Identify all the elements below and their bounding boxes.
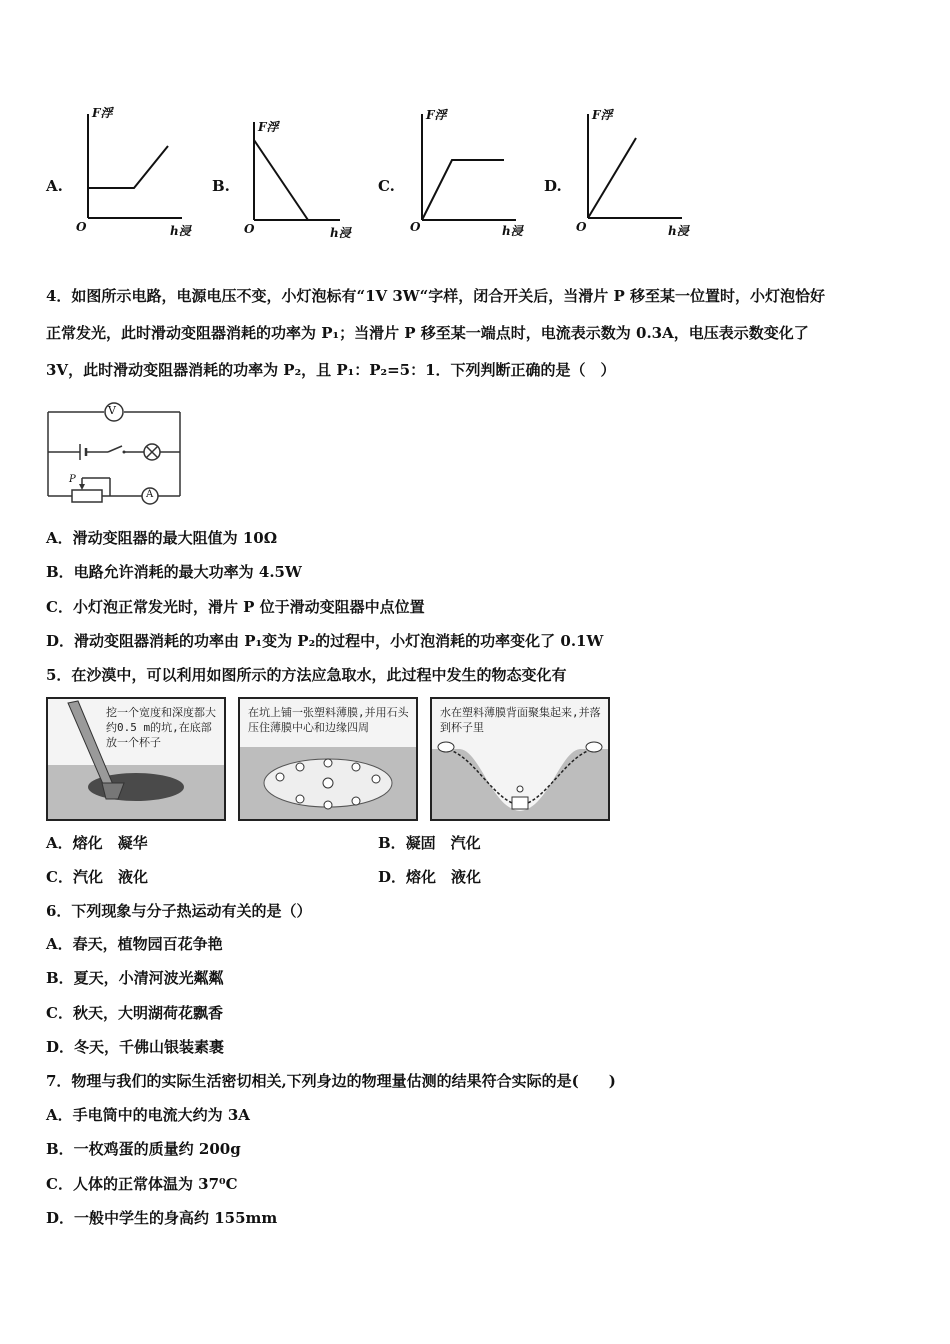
graph-c bbox=[404, 100, 524, 240]
ammeter-label: A bbox=[146, 489, 154, 500]
y-axis-label: F浮 bbox=[258, 120, 279, 134]
q7-option-a: A．手电筒中的电流大约为 3A bbox=[46, 1106, 250, 1124]
q6-option-b: B．夏天，小清河波光粼粼 bbox=[46, 969, 224, 987]
panel-caption: 挖一个宽度和深度都大约0.5 m的坑,在底部放一个杯子 bbox=[106, 706, 216, 749]
x-axis-label: h浸 bbox=[502, 224, 523, 238]
q4-stem-line2: 正常发光，此时滑动变阻器消耗的功率为 P₁；当滑片 P 移至某一端点时，电流表示数为 0.3A，电压表示数变化了 bbox=[46, 324, 809, 342]
graph-b bbox=[236, 110, 356, 240]
q5-option-d: D．熔化 液化 bbox=[378, 868, 482, 886]
x-axis-label: h浸 bbox=[330, 226, 351, 240]
q5-panel-2 bbox=[238, 697, 418, 821]
option-label: D. bbox=[544, 177, 562, 195]
q6-option-c: C．秋天，大明湖荷花飘香 bbox=[46, 1004, 223, 1022]
q4-option-c: C．小灯泡正常发光时，滑片 P 位于滑动变阻器中点位置 bbox=[46, 598, 425, 616]
q5-panel-3 bbox=[430, 697, 610, 821]
origin-label: O bbox=[410, 220, 421, 234]
option-label: B. bbox=[212, 177, 230, 195]
panel-caption: 水在塑料薄膜背面聚集起来,并落到杯子里 bbox=[440, 706, 601, 734]
panel-caption: 在坑上铺一张塑料薄膜,并用石头压住薄膜中心和边缘四周 bbox=[248, 706, 409, 734]
option-label: C. bbox=[378, 177, 395, 195]
q5-option-a: A．熔化 凝华 bbox=[46, 834, 148, 852]
q4-option-b: B．电路允许消耗的最大功率为 4.5W bbox=[46, 563, 302, 581]
q6-option-a: A．春天，植物园百花争艳 bbox=[46, 935, 223, 953]
q5-option-b: B．凝固 汽化 bbox=[378, 834, 481, 852]
q6-stem: 6．下列现象与分子热运动有关的是（） bbox=[46, 902, 312, 920]
origin-label: O bbox=[76, 220, 87, 234]
q4-option-a: A．滑动变阻器的最大阻值为 10Ω bbox=[46, 529, 278, 547]
voltmeter-label: V bbox=[108, 404, 116, 417]
x-axis-label: h浸 bbox=[170, 224, 191, 238]
q7-option-d: D．一般中学生的身高约 155mm bbox=[46, 1209, 278, 1227]
y-axis-label: F浮 bbox=[592, 108, 613, 122]
q7-option-c: C．人体的正常体温为 37⁰C bbox=[46, 1175, 238, 1193]
slider-label: P bbox=[69, 474, 76, 485]
y-axis-label: F浮 bbox=[92, 106, 113, 120]
q4-stem-line1: 4．如图所示电路，电源电压不变，小灯泡标有“1V 3W“字样，闭合开关后，当滑片 P 移至某一位置时，小灯泡恰好 bbox=[46, 287, 826, 305]
q4-stem-line3: 3V，此时滑动变阻器消耗的功率为 P₂，且 P₁：P₂=5：1．下列判断正确的是（ ） bbox=[46, 361, 616, 379]
option-label: A. bbox=[46, 177, 63, 195]
x-axis-label: h浸 bbox=[668, 224, 689, 238]
q5-stem: 5．在沙漠中，可以利用如图所示的方法应急取水，此过程中发生的物态变化有 bbox=[46, 666, 567, 684]
q5-option-c: C．汽化 液化 bbox=[46, 868, 148, 886]
q5-panel-1 bbox=[46, 697, 226, 821]
origin-label: O bbox=[244, 222, 255, 236]
q4-option-d: D．滑动变阻器消耗的功率由 P₁变为 P₂的过程中，小灯泡消耗的功率变化了 0.1W bbox=[46, 632, 604, 650]
origin-label: O bbox=[576, 220, 587, 234]
q7-option-b: B．一枚鸡蛋的质量约 200g bbox=[46, 1140, 241, 1158]
graph-d bbox=[570, 100, 690, 240]
y-axis-label: F浮 bbox=[426, 108, 447, 122]
graph-a bbox=[70, 100, 190, 240]
q6-option-d: D．冬天，千佛山银装素裹 bbox=[46, 1038, 225, 1056]
q7-stem: 7．物理与我们的实际生活密切相关,下列身边的物理量估测的结果符合实际的是( ) bbox=[46, 1072, 616, 1090]
